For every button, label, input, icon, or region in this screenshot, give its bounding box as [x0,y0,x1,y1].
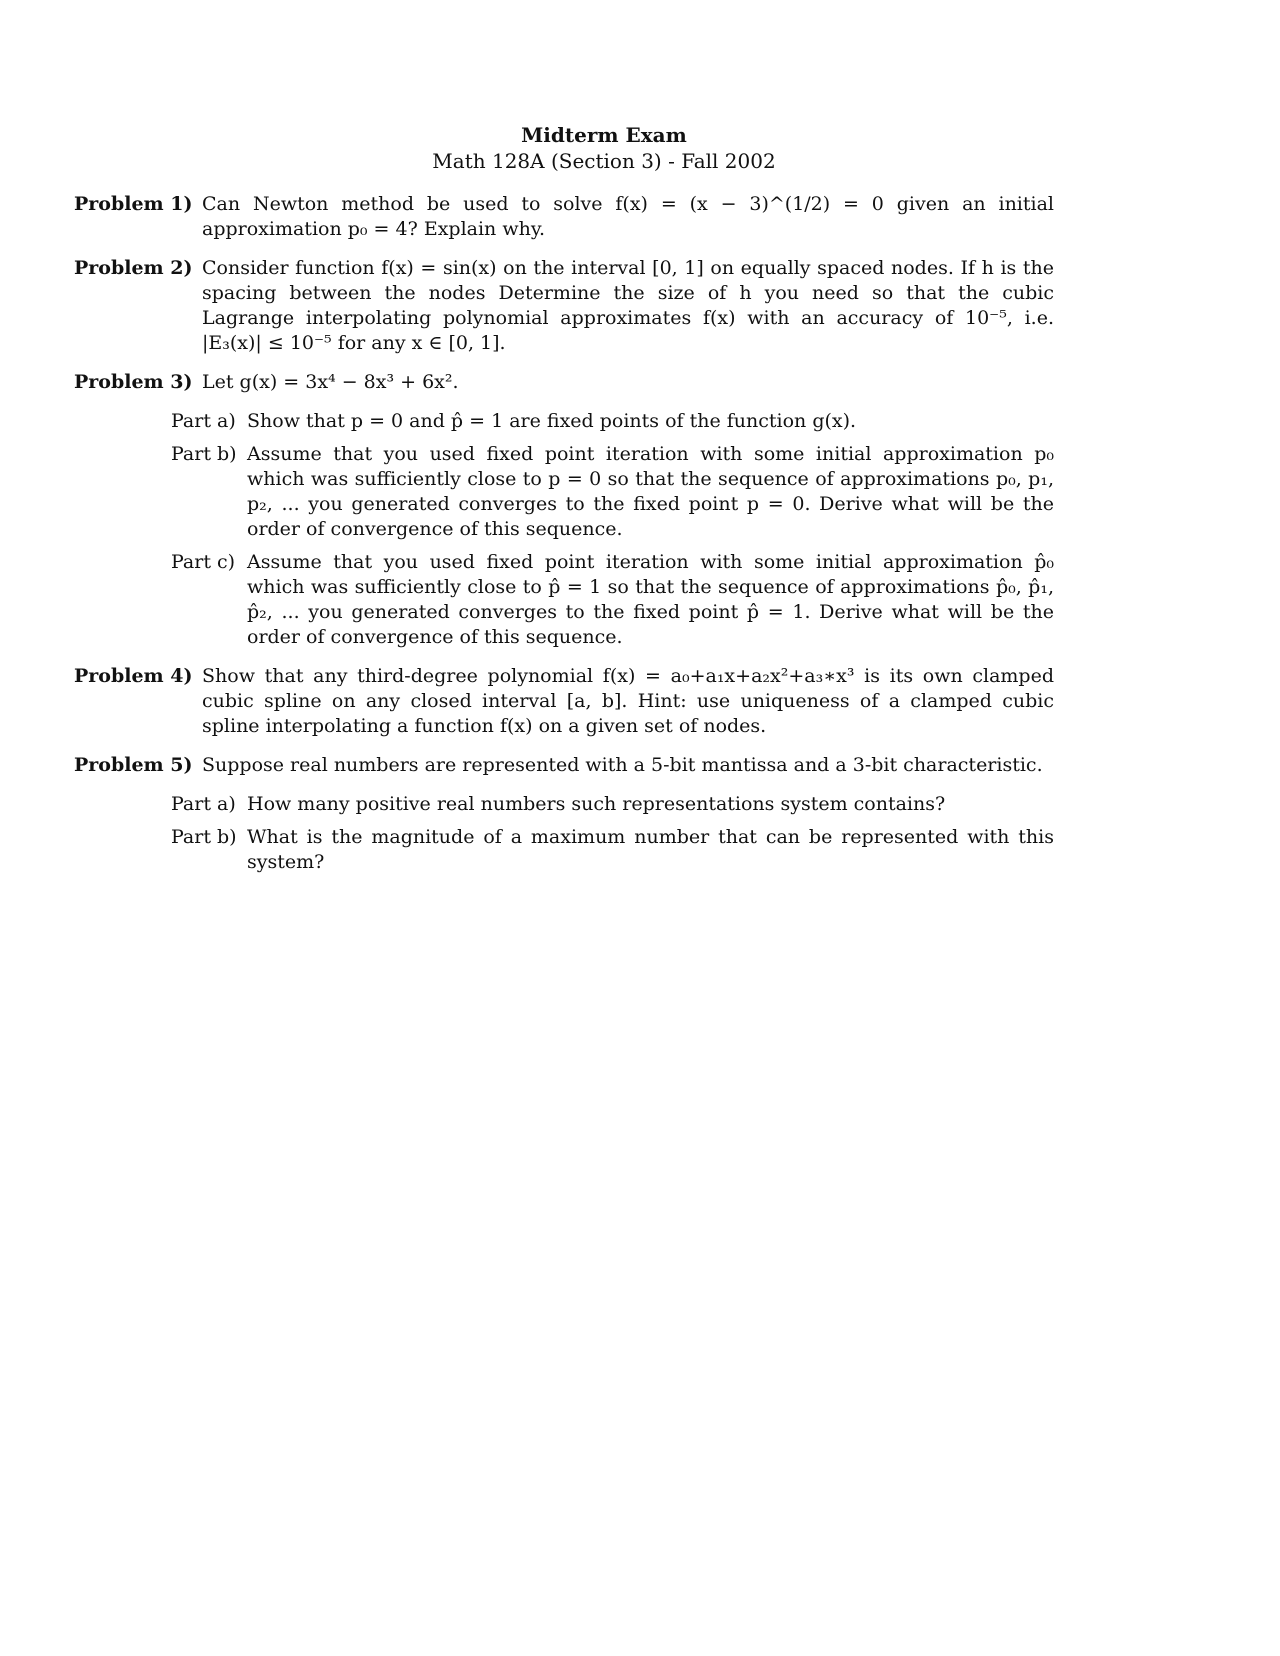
problem-label: Problem 1) [74,193,193,215]
problem-text: Consider function f(x) = sin(x) on the interval [0, 1] on equally spaced nodes. If h is the spacing between the nodes Determine the size of h you need so that the cubic Lagrange interpolating polynomial approximates f(x) with an accuracy of 10⁻⁵, i.e. |E₃(x)| ≤ 10⁻⁵ for any x ∈ [0, 1]. [202,257,1054,354]
part-a [171,792,1054,817]
problem-text: Show that any third-degree polynomial f(x) = a₀+a₁x+a₂x²+a₃∗x³ is its own clamped cubic spline on any closed interval [a, b]. Hint: use uniqueness of a clamped cubic spline interpolating a function f(x) on a given set of nodes. [202,665,1054,737]
exam-title: Midterm Exam [521,123,687,147]
part-b [171,825,1054,875]
problem-label: Problem 3) [74,371,193,393]
part-text: How many positive real numbers such representations system contains? [247,793,946,815]
part-text: What is the magnitude of a maximum number that can be represented with this system? [247,826,1054,873]
problem-label: Problem 4) [74,665,193,687]
part-text: Show that p = 0 and p̂ = 1 are fixed points of the function g(x). [247,410,857,432]
part-a [171,409,1054,434]
part-label: Part c) [171,551,236,573]
problem-3-parts [171,409,1054,650]
problem-label: Problem 5) [74,754,193,776]
problem-text: Can Newton method be used to solve f(x) = (x − 3)^(1/2) = 0 given an initial approximation p₀ = 4? Explain why. [202,193,1054,240]
part-text: Assume that you used fixed point iteration with some initial approximation p̂₀ which was sufficiently close to p̂ = 1 so that the sequence of approximations p̂₀, p̂₁, p̂₂, ... you generated converges to the fixed point p̂ = 1. Derive what will be the order of convergence of this sequence. [247,551,1054,648]
problem-5-parts [171,792,1054,875]
problem-2 [74,256,1054,356]
part-label: Part b) [171,826,237,848]
part-text: Assume that you used fixed point iteration with some initial approximation p₀ which was sufficiently close to p = 0 so that the sequence of approximations p₀, p₁, p₂, ... you generated converges to the fixed point p = 0. Derive what will be the order of convergence of this sequence. [247,443,1054,540]
problem-5 [74,753,1054,778]
problem-label: Problem 2) [74,257,193,279]
problem-text: Suppose real numbers are represented with a 5-bit mantissa and a 3-bit characteristic. [202,754,1043,776]
part-label: Part b) [171,443,237,465]
part-c [171,550,1054,650]
exam-header [0,122,1208,174]
part-b [171,442,1054,542]
problem-1 [74,192,1054,242]
problem-4 [74,664,1054,739]
exam-subtitle: Math 128A (Section 3) - Fall 2002 [432,149,776,173]
problem-3 [74,370,1054,395]
part-label: Part a) [171,410,236,432]
part-label: Part a) [171,793,236,815]
problem-list [74,192,1054,889]
problem-text: Let g(x) = 3x⁴ − 8x³ + 6x². [202,371,459,393]
